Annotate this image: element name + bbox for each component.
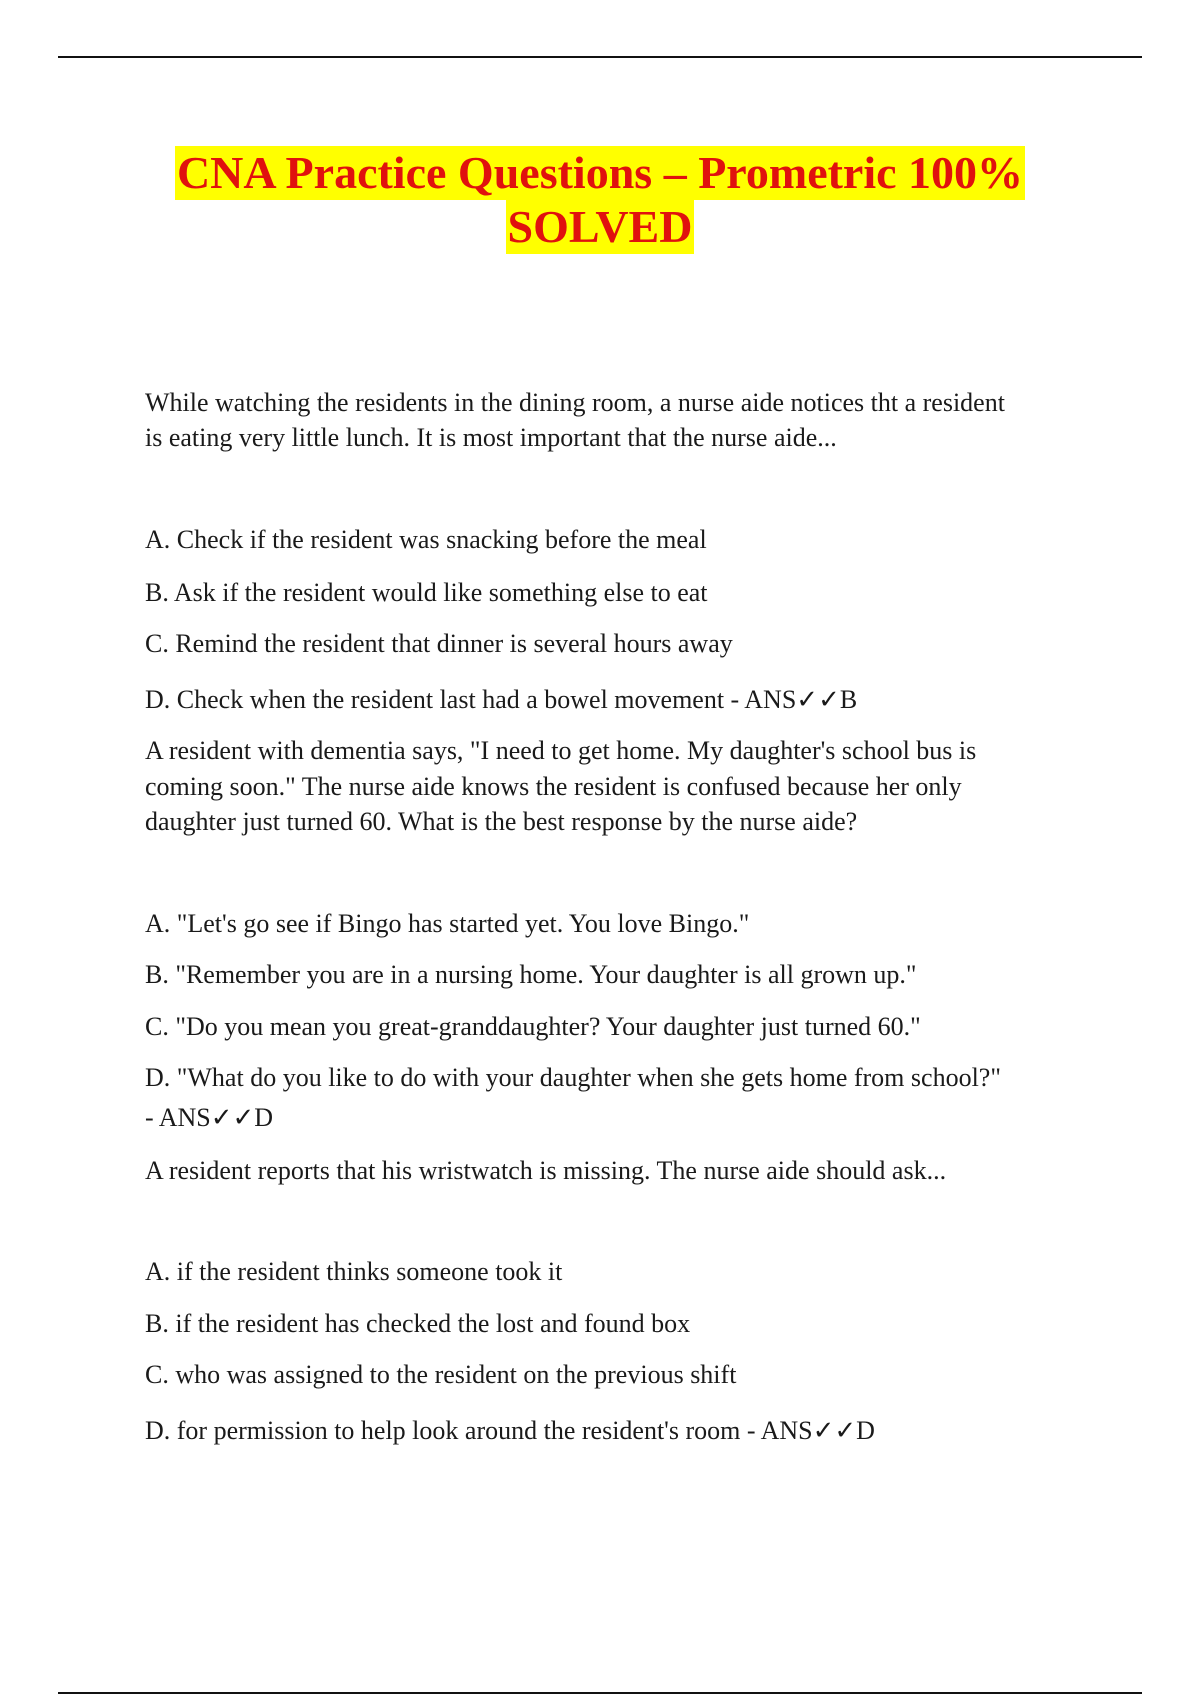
question-3-option-d-answer: D. for permission to help look around the resident's room - ANS✓✓D <box>145 1416 875 1445</box>
question-2-stem-line-1: A resident with dementia says, "I need to get home. My daughter's school bus is <box>145 736 977 765</box>
question-1-stem-line-2: is eating very little lunch. It is most important that the nurse aide... <box>145 423 837 452</box>
title-line-2: SOLVED <box>507 201 693 252</box>
question-1-option-c: C. Remind the resident that dinner is several hours away <box>145 629 733 658</box>
question-2-stem-line-3: daughter just turned 60. What is the best response by the nurse aide? <box>145 807 858 836</box>
question-3-option-c: C. who was assigned to the resident on the previous shift <box>145 1360 737 1389</box>
question-1-option-b: B. Ask if the resident would like something else to eat <box>145 578 708 607</box>
question-3-option-b: B. if the resident has checked the lost and found box <box>145 1309 691 1338</box>
question-2-stem-line-2: coming soon." The nurse aide knows the resident is confused because her only <box>145 772 962 801</box>
question-1-stem-line-1: While watching the residents in the dining room, a nurse aide notices tht a resident <box>145 388 1005 417</box>
question-2-option-b: B. "Remember you are in a nursing home. Your daughter is all grown up." <box>145 960 917 989</box>
question-1-option-d-answer: D. Check when the resident last had a bowel movement - ANS✓✓B <box>145 685 858 714</box>
question-2-option-d: D. "What do you like to do with your daughter when she gets home from school?" <box>145 1063 1001 1092</box>
question-3-stem-line-1: A resident reports that his wristwatch is missing. The nurse aide should ask... <box>145 1156 947 1185</box>
question-2-answer: - ANS✓✓D <box>145 1103 274 1132</box>
question-2-option-c: C. "Do you mean you great-granddaughter? Your daughter just turned 60." <box>145 1012 921 1041</box>
top-rule <box>58 56 1142 58</box>
title-line-1: CNA Practice Questions – Prometric 100% <box>176 147 1024 198</box>
document-title <box>0 146 1200 254</box>
bottom-rule <box>58 1692 1142 1694</box>
question-3-option-a: A. if the resident thinks someone took it <box>145 1257 563 1286</box>
question-1-option-a: A. Check if the resident was snacking before the meal <box>145 525 707 554</box>
question-2-option-a: A. "Let's go see if Bingo has started yet. You love Bingo." <box>145 909 750 938</box>
